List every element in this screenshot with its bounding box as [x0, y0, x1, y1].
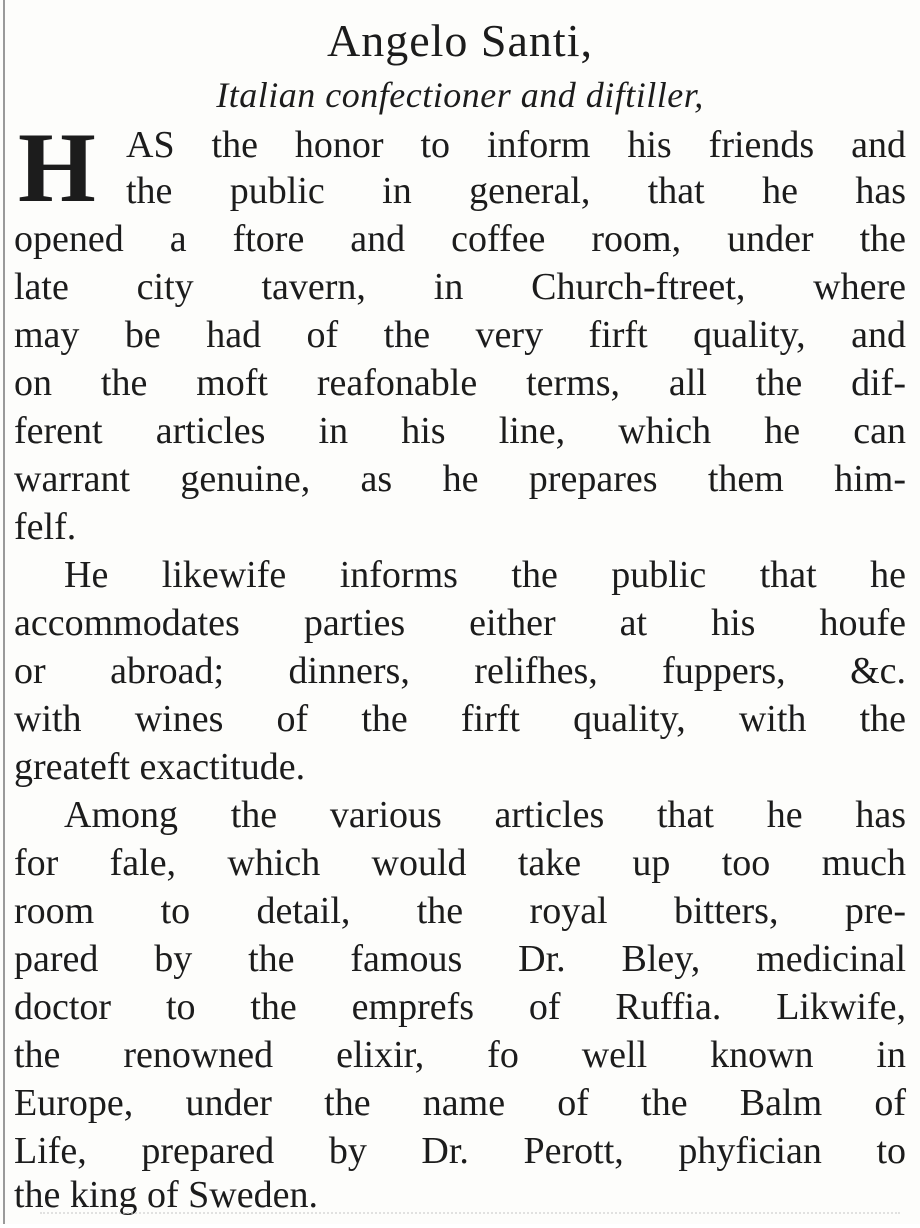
text-line: Europe, under the name of the Balm of	[14, 1082, 906, 1124]
drop-cap: H	[18, 112, 96, 223]
text-line: with wines of the firft quality, with the	[14, 698, 906, 740]
text-line: doctor to the emprefs of Ruffia. Likwife,	[14, 986, 906, 1028]
text-line: ferent articles in his line, which he can	[14, 410, 906, 452]
text-line: He likewife informs the public that he	[64, 554, 906, 596]
text-line: the renowned elixir, fo well known in	[14, 1034, 906, 1076]
text-line: late city tavern, in Church-ftreet, where	[14, 266, 906, 308]
text-line: the king of Sweden.	[14, 1174, 318, 1216]
text-line: Among the various articles that he has	[64, 794, 906, 836]
text-line: or abroad; dinners, relifhes, fuppers, &c.	[14, 650, 906, 692]
text-line: warrant genuine, as he prepares them him-	[14, 458, 906, 500]
text-line: Life, prepared by Dr. Perott, phyfician to	[14, 1130, 906, 1172]
text-line: greateft exactitude.	[14, 746, 306, 788]
clipping-cut-edge	[40, 1212, 900, 1228]
text-line: room to detail, the royal bitters, pre-	[14, 890, 906, 932]
text-line: may be had of the very firft quality, and	[14, 314, 906, 356]
text-line: pared by the famous Dr. Bley, medicinal	[14, 938, 906, 980]
text-line: opened a ftore and coffee room, under the	[14, 218, 906, 260]
column-rule	[3, 0, 5, 1224]
text-line: the public in general, that he has	[126, 170, 906, 212]
text-line: felf.	[14, 506, 77, 548]
text-line: for fale, which would take up too much	[14, 842, 906, 884]
advertiser-trade: Italian confectioner and diftiller,	[216, 75, 704, 115]
text-line: on the moft reafonable terms, all the dif-	[14, 362, 906, 404]
advertiser-name: Angelo Santi,	[327, 15, 593, 66]
text-line: accommodates parties either at his houfe	[14, 602, 906, 644]
text-line: AS the honor to inform his friends and	[126, 124, 906, 166]
